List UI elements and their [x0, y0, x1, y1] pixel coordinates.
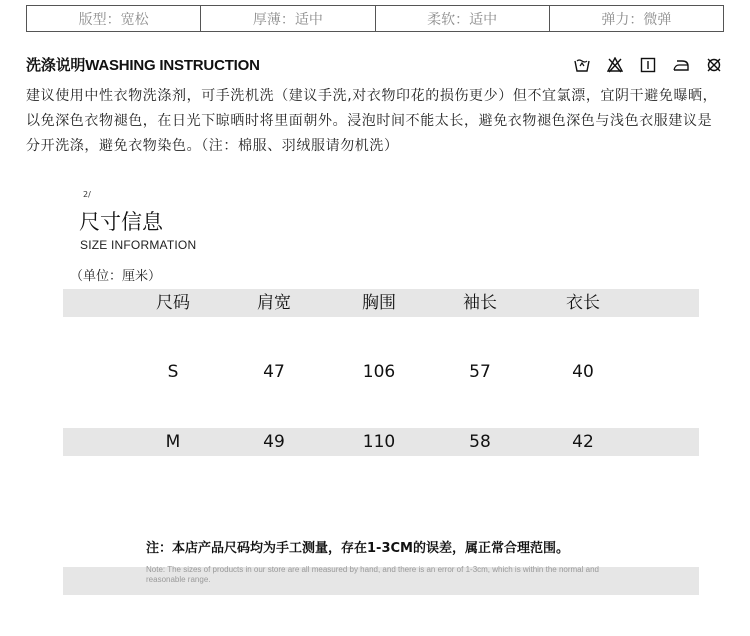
size-info-title: 尺寸信息: [79, 210, 163, 234]
size-info-subtitle: SIZE INFORMATION: [80, 238, 197, 252]
washing-instruction-text: 建议使用中性衣物洗涤剂，可手洗机洗（建议手洗,对衣物印花的损伤更少）但不宜氯漂，宜阴干避免曝晒，以免深色衣物褪色，在日光下晾晒时将里面朝外。浸泡时间不能太长，避免衣物褪色深色与浅色衣服建议是分开洗涤，避免衣物染色。（注：棉服、羽绒服请勿机洗）: [26, 88, 718, 154]
table-row: [63, 358, 699, 386]
size-table: [63, 289, 699, 452]
iron-icon: [673, 57, 689, 73]
product-properties-bar: [26, 5, 724, 32]
property-thickness: 厚薄：适中: [201, 6, 375, 31]
header-size: 尺码: [156, 293, 190, 313]
header-length: 衣长: [566, 293, 600, 313]
header-shoulder: 肩宽: [257, 293, 291, 313]
table-cell: 47: [263, 362, 285, 382]
measurement-note-en: Note: The sizes of products in our store are all measured by hand, and there is an error of 1-3cm, which is within the normal and reasonable range.: [146, 565, 599, 584]
table-cell: 40: [572, 362, 594, 382]
table-cell: 110: [362, 432, 396, 452]
property-softness: 柔软：适中: [376, 6, 550, 31]
care-icons: [574, 57, 722, 73]
table-header-row: [63, 289, 699, 317]
measurement-note-cn: 注：本店产品尺码均为手工测量，存在1-3CM的误差，属正常合理范围。: [146, 541, 569, 556]
property-fit: 版型：宽松: [27, 6, 201, 31]
table-cell: M: [165, 432, 181, 452]
page-mark: 2/: [83, 190, 91, 199]
header-chest: 胸围: [362, 293, 396, 313]
table-row: [63, 497, 699, 525]
header-sleeve: 袖长: [463, 293, 497, 313]
table-row: [63, 428, 699, 456]
table-cell: 42: [572, 432, 594, 452]
no-bleach-icon: [607, 57, 623, 73]
hand-wash-icon: [574, 57, 590, 73]
tumble-dry-icon: [640, 57, 656, 73]
property-elasticity: 弹力：微弹: [601, 11, 672, 28]
table-cell: 49: [263, 432, 285, 452]
unit-label: （单位：厘米）: [70, 269, 162, 284]
table-cell: 57: [469, 362, 491, 382]
no-dry-clean-icon: [706, 57, 722, 73]
table-cell: 106: [362, 362, 396, 382]
table-cell: 58: [469, 432, 491, 452]
table-cell: S: [167, 362, 179, 382]
washing-title: 洗涤说明WASHING INSTRUCTION: [26, 57, 260, 74]
